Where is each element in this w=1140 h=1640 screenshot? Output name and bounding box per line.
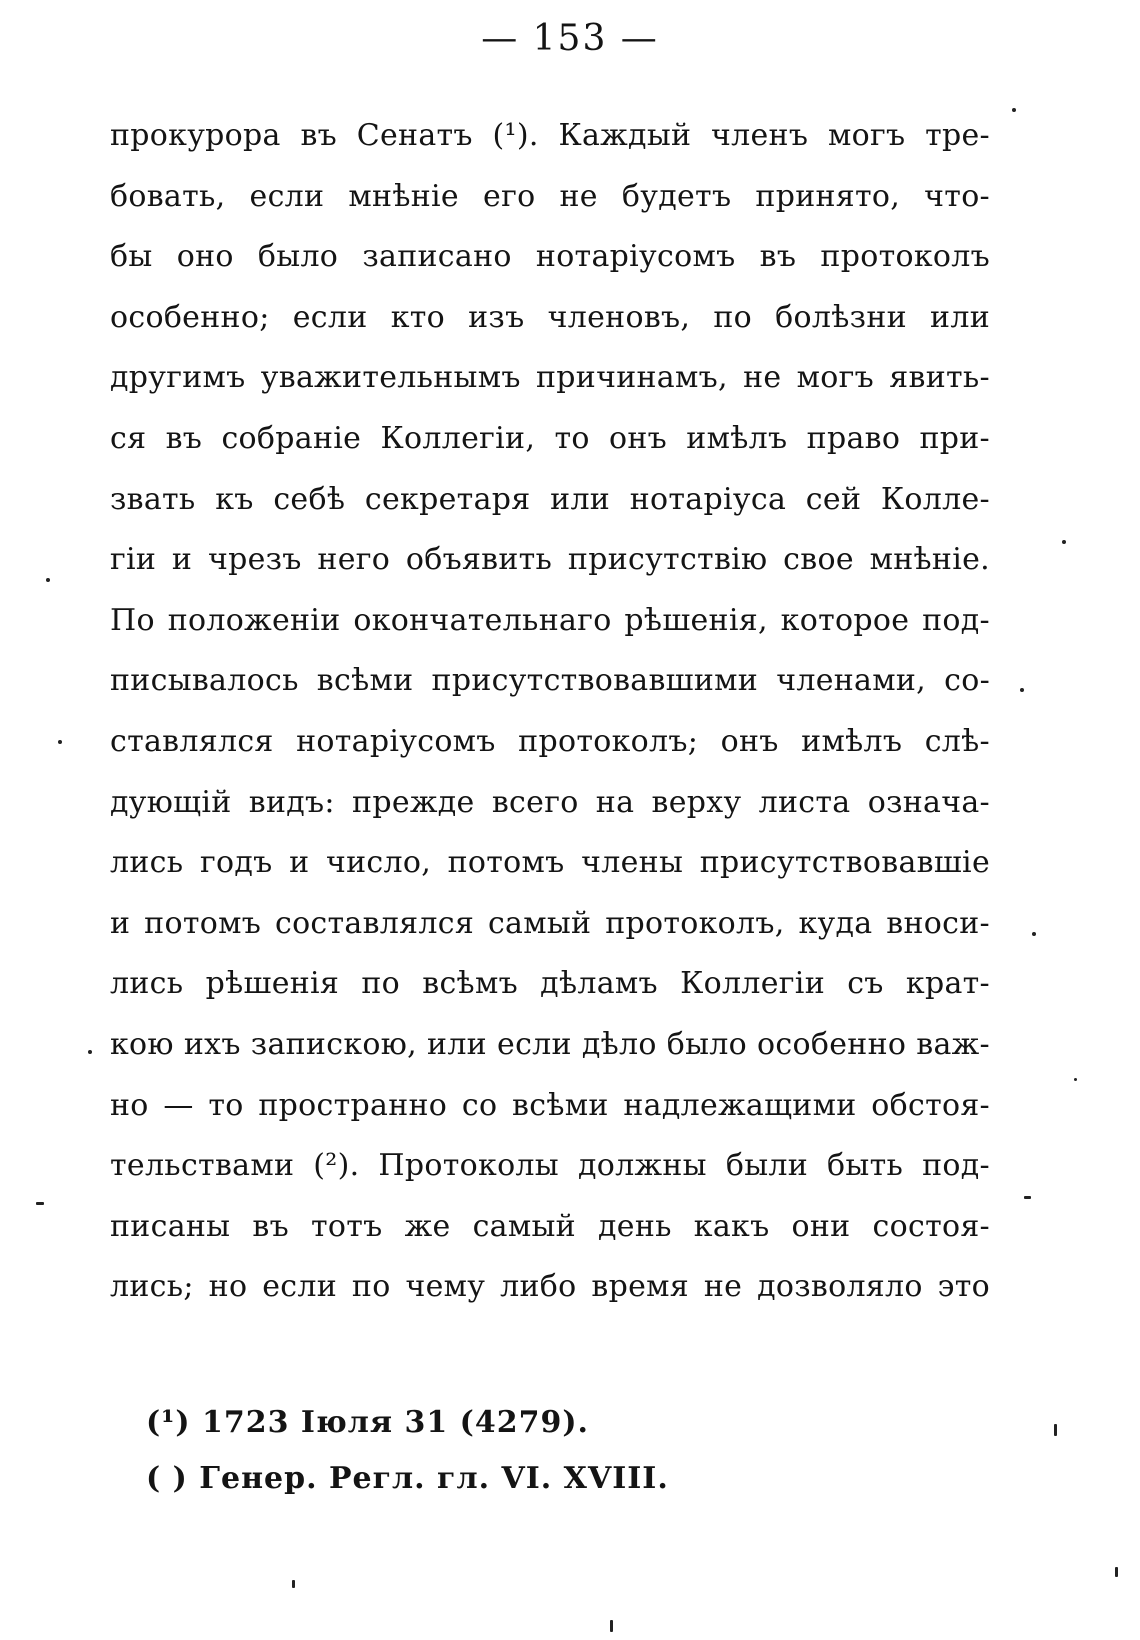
text-line-4: особенно; если кто изъ членовъ, по болѣзни или xyxy=(110,299,990,335)
text-line-11: ставлялся нотаріусомъ протоколъ; онъ имѣлъ слѣ- xyxy=(110,723,990,759)
text-line-17: но — то пространно со всѣми надлежащими обстоя- xyxy=(110,1087,990,1123)
text-line-5: другимъ уважительнымъ причинамъ, не могъ явить- xyxy=(110,360,990,396)
print-speck xyxy=(610,1620,613,1632)
print-speck xyxy=(1012,108,1016,112)
body-text xyxy=(110,106,990,1318)
text-line-10: писывалось всѣми присутствовавшими членами, со- xyxy=(110,663,990,699)
text-line-6: ся въ собраніе Коллегіи, то онъ имѣлъ право при- xyxy=(110,420,990,456)
print-speck xyxy=(36,1202,44,1205)
print-speck xyxy=(292,1580,295,1588)
text-line-8: гіи и чрезъ него объявить присутствію свое мнѣніе. xyxy=(110,542,990,578)
text-line-1: прокурора въ Сенатъ (¹). Каждый членъ могъ тре- xyxy=(110,118,990,153)
print-speck xyxy=(1074,1078,1077,1081)
text-line-13: лись годъ и число, потомъ члены присутствовавшіе xyxy=(110,845,990,881)
text-line-18: тельствами (²). Протоколы должны были быть под- xyxy=(110,1148,990,1184)
text-line-14: и потомъ составлялся самый протоколъ, куда вноси- xyxy=(110,905,990,941)
text-line-7: звать къ себѣ секретаря или нотаріуса сей Колле- xyxy=(110,481,990,517)
footnotes xyxy=(146,1395,846,1507)
text-line-3: бы оно было записано нотаріусомъ въ протоколъ xyxy=(110,239,990,275)
footnote-2: ( ) Генер. Регл. гл. VI. XVIII. xyxy=(146,1461,669,1496)
text-line-20: лись; но если по чему либо время не дозволяло это xyxy=(110,1269,990,1305)
text-line-9: По положеніи окончательнаго рѣшенія, которое под- xyxy=(110,602,990,638)
text-line-16: кою ихъ запискою, или если дѣло было особенно важ- xyxy=(110,1026,990,1062)
text-line-2: бовать, если мнѣніе его не будетъ принято, что- xyxy=(110,178,990,214)
print-speck xyxy=(1020,688,1024,692)
print-speck xyxy=(46,578,50,582)
print-speck xyxy=(1054,1424,1057,1436)
text-line-12: дующій видъ: прежде всего на верху листа означа- xyxy=(110,784,990,820)
print-speck xyxy=(1115,1567,1118,1577)
text-line-19: писаны въ тотъ же самый день какъ они состоя- xyxy=(110,1208,990,1244)
page-number: — 153 — xyxy=(481,18,659,59)
print-speck xyxy=(58,740,62,744)
print-speck xyxy=(88,1050,92,1054)
footnote-1: (¹) 1723 Іюля 31 (4279). xyxy=(146,1405,589,1440)
print-speck xyxy=(1032,932,1036,936)
text-line-15: лись рѣшенія по всѣмъ дѣламъ Коллегіи съ крат- xyxy=(110,966,990,1002)
print-speck xyxy=(1024,1196,1031,1199)
print-speck xyxy=(1062,540,1066,544)
